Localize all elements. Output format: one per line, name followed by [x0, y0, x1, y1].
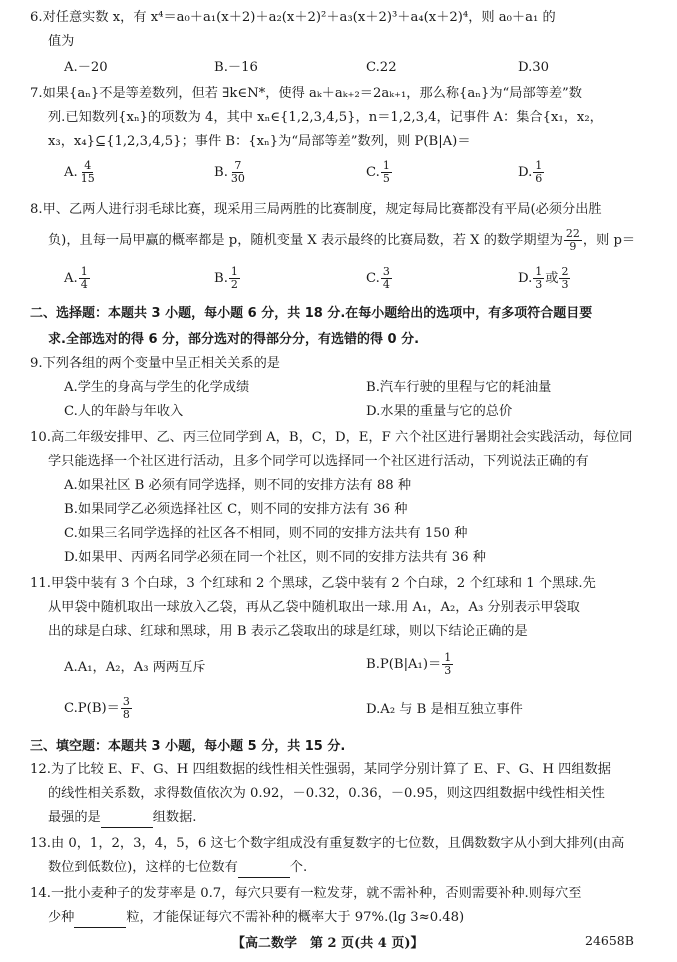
q6-line1: 6.对任意实数 x，有 x⁴＝a₀＋a₁(x＋2)＋a₂(x＋2)²＋a₃(x＋2)³＋a₄(x＋2)⁴，则 a₀＋a₁ 的 — [30, 10, 556, 25]
exam-code: 24658B — [585, 933, 634, 948]
q6-option-a: A.－20 — [64, 60, 108, 75]
q11-line1: 11.甲袋中装有 3 个白球，3 个红球和 2 个黑球，乙袋中装有 2 个白球，2 个红球和 1 个黑球.先 — [30, 576, 596, 591]
q10-option-d: D.如果甲、丙两名同学必须在同一个社区，则不同的安排方法共有 36 种 — [64, 550, 486, 565]
q7-option-c: C. $\frac{1}{5}$ — [366, 159, 390, 185]
q8-line2: 负)，且每一局甲赢的概率都是 p，随机变量 X 表示最终的比赛局数，若 X 的数学期望为 $\frac{22}{9}$ ，则 p＝ — [48, 227, 636, 253]
q7-line2: 列.已知数列{xₙ}的项数为 4，其中 xₙ∈{1,2,3,4,5}，n＝1,2,3,4，记事件 A：集合{x₁，x₂， — [48, 110, 603, 125]
q9-option-d: D.水果的重量与它的总价 — [366, 404, 513, 419]
q11-option-b: B.P(B|A₁)＝ $\frac{1}{3}$ — [366, 651, 452, 677]
q8-option-d: D. $\frac{1}{3}$ 或 $\frac{2}{3}$ — [518, 265, 569, 291]
q7-option-b: B. $\frac{7}{30}$ — [214, 159, 245, 185]
q9-option-c: C.人的年龄与年收入 — [64, 404, 184, 419]
q14-answer-blank[interactable] — [74, 913, 126, 928]
q9-line1: 9.下列各组的两个变量中呈正相关关系的是 — [30, 356, 280, 371]
q11-option-d: D.A₂ 与 B 是相互独立事件 — [366, 702, 523, 717]
q14-line2: 少种 粒，才能保证每穴不需补种的概率大于 97%.(lg 3≈0.48) — [48, 908, 464, 928]
q6-line2: 值为 — [48, 34, 75, 49]
q13-answer-blank[interactable] — [238, 863, 290, 878]
page-footer: 【高二数学 第 2 页(共 4 页)】 — [232, 936, 424, 951]
q12-answer-blank[interactable] — [101, 813, 153, 828]
q11-line3: 出的球是白球、红球和黑球，用 B 表示乙袋取出的球是红球，则以下结论正确的是 — [48, 624, 528, 639]
q7-option-a: A. $\frac{4}{15}$ — [64, 159, 95, 185]
q6-option-d: D.30 — [518, 60, 550, 75]
q10-option-c: C.如果三名同学选择的社区各不相同，则不同的安排方法共有 150 种 — [64, 526, 468, 541]
q7-option-d: D. $\frac{1}{6}$ — [518, 159, 543, 185]
q10-option-b: B.如果同学乙必须选择社区 C，则不同的安排方法有 36 种 — [64, 502, 408, 517]
q12-line2: 的线性相关系数，求得数值依次为 0.92，－0.32，0.36，－0.95，则这四组数据中线性相关性 — [48, 786, 605, 801]
section3-header: 三、填空题：本题共 3 小题，每小题 5 分，共 15 分. — [30, 739, 346, 754]
q8-option-c: C. $\frac{3}{4}$ — [366, 265, 390, 291]
q12-line1: 12.为了比较 E、F、G、H 四组数据的线性相关性强弱，某同学分别计算了 E、F、G、H 四组数据 — [30, 762, 611, 777]
q6-option-b: B.－16 — [214, 60, 258, 75]
q13-line1: 13.由 0，1，2，3，4，5，6 这七个数字组成没有重复数字的七位数，且偶数数字从小到大排列(由高 — [30, 836, 625, 851]
q14-line1: 14.一批小麦种子的发芽率是 0.7，每穴只要有一粒发芽，就不需补种，否则需要补种.则每穴至 — [30, 886, 582, 901]
section2-header-line2: 求.全部选对的得 6 分，部分选对的得部分分，有选错的得 0 分. — [48, 332, 420, 347]
q7-line1: 7.如果{aₙ}不是等差数列，但若 ∃k∈N*，使得 aₖ＋aₖ₊₂＝2aₖ₊₁，那么称{aₙ}为“局部等差”数 — [30, 86, 582, 101]
q13-line2: 数位到低数位)，这样的七位数有 个. — [48, 858, 307, 878]
q8-option-a: A. $\frac{1}{4}$ — [64, 265, 88, 291]
q10-option-a: A.如果社区 B 必须有同学选择，则不同的安排方法有 88 种 — [64, 478, 412, 493]
q11-line2: 从甲袋中随机取出一球放入乙袋，再从乙袋中随机取出一球.用 A₁，A₂，A₃ 分别表示甲袋取 — [48, 600, 580, 615]
q10-line1: 10.高二年级安排甲、乙、丙三位同学到 A，B，C，D，E，F 六个社区进行暑期社会实践活动，每位同 — [30, 430, 633, 445]
q8-option-b: B. $\frac{1}{2}$ — [214, 265, 238, 291]
q10-line2: 学只能选择一个社区进行活动，且多个同学可以选择同一个社区进行活动，下列说法正确的有 — [48, 454, 589, 469]
q11-option-c: C.P(B)＝ $\frac{3}{8}$ — [64, 695, 130, 721]
q11-option-a: A.A₁，A₂，A₃ 两两互斥 — [64, 660, 206, 675]
q6-option-c: C.22 — [366, 60, 397, 75]
q9-option-a: A.学生的身高与学生的化学成绩 — [64, 380, 250, 395]
q9-option-b: B.汽车行驶的里程与它的耗油量 — [366, 380, 552, 395]
q7-line3: x₃，x₄}⊆{1,2,3,4,5}；事件 B：{xₙ}为“局部等差”数列，则 P(B|A)＝ — [48, 134, 471, 149]
section2-header-line1: 二、选择题：本题共 3 小题，每小题 6 分，共 18 分.在每小题给出的选项中，有多项符合题目要 — [30, 306, 593, 321]
q12-line3: 最强的是 组数据. — [48, 808, 197, 828]
q8-line1: 8.甲、乙两人进行羽毛球比赛，现采用三局两胜的比赛制度，规定每局比赛都没有平局(必须分出胜 — [30, 202, 602, 217]
